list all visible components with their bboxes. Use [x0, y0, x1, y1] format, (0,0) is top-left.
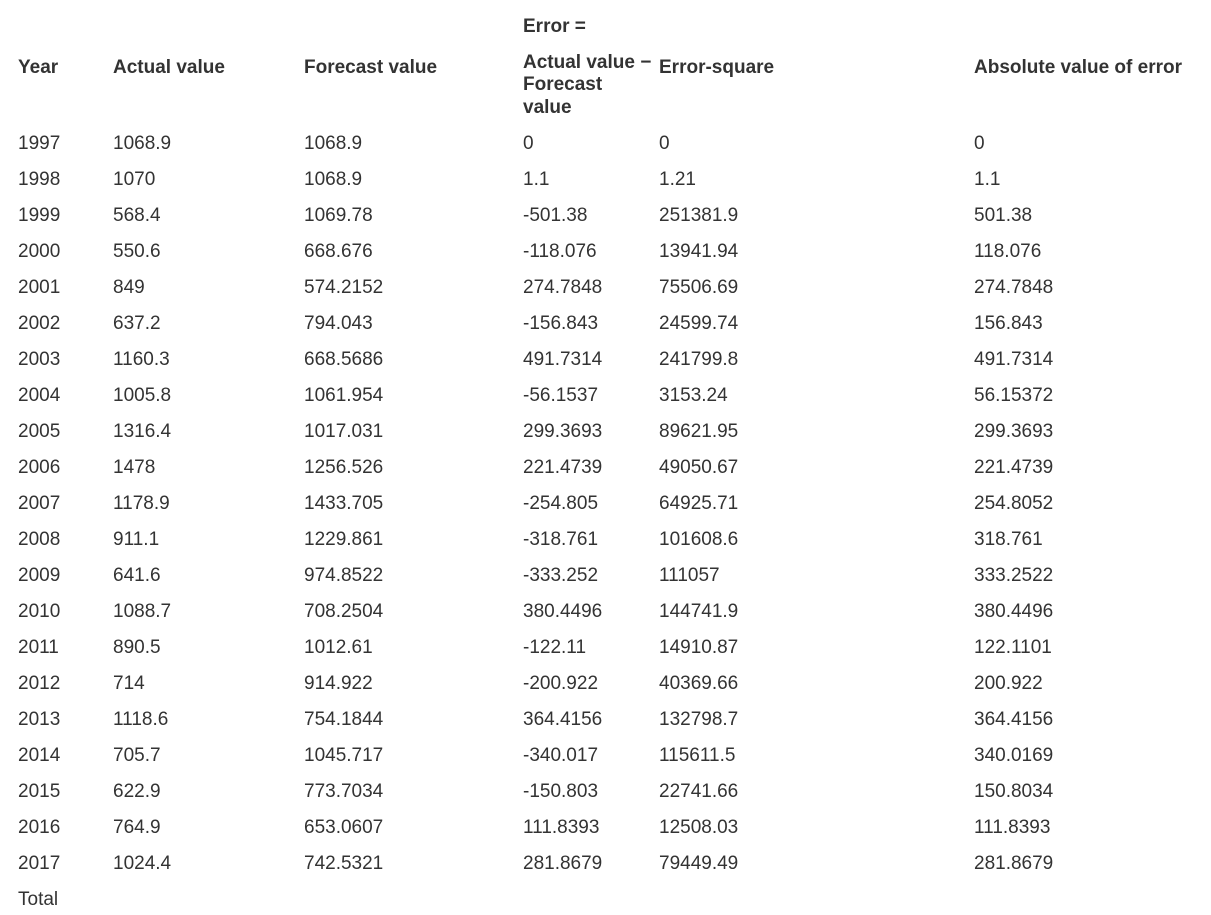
total-label: Total [18, 889, 59, 910]
year-cell: 2005 [18, 421, 61, 442]
error-cell: 380.4496 [523, 601, 603, 622]
year-cell: 2003 [18, 349, 61, 370]
forecast-value-cell: 773.7034 [304, 781, 384, 802]
actual-value-cell: 714 [113, 673, 145, 694]
error-cell: 281.8679 [523, 853, 603, 874]
header-forecast-value: Forecast value [304, 57, 438, 78]
year-cell: 2013 [18, 709, 61, 730]
header-error-line2: Actual value − [523, 52, 652, 73]
year-cell: 1997 [18, 133, 61, 154]
absolute-error-cell: 0 [974, 133, 985, 154]
error-cell: 299.3693 [523, 421, 603, 442]
year-cell: 2010 [18, 601, 61, 622]
error-cell: -56.1537 [523, 385, 599, 406]
error-square-cell: 1.21 [659, 169, 696, 190]
actual-value-cell: 911.1 [113, 529, 160, 550]
header-error-line4: value [523, 97, 572, 118]
error-square-cell: 251381.9 [659, 205, 739, 226]
error-square-cell: 40369.66 [659, 673, 739, 694]
absolute-error-cell: 56.15372 [974, 385, 1054, 406]
error-cell: -340.017 [523, 745, 599, 766]
year-cell: 2016 [18, 817, 61, 838]
forecast-value-cell: 574.2152 [304, 277, 384, 298]
error-cell: -318.761 [523, 529, 599, 550]
year-cell: 2002 [18, 313, 61, 334]
absolute-error-cell: 340.0169 [974, 745, 1054, 766]
header-actual-value: Actual value [113, 57, 225, 78]
actual-value-cell: 764.9 [113, 817, 161, 838]
error-square-cell: 101608.6 [659, 529, 739, 550]
header-absolute-error: Absolute value of error [974, 57, 1182, 78]
absolute-error-cell: 221.4739 [974, 457, 1054, 478]
absolute-error-cell: 281.8679 [974, 853, 1054, 874]
year-cell: 2017 [18, 853, 61, 874]
absolute-error-cell: 318.761 [974, 529, 1043, 550]
error-square-cell: 75506.69 [659, 277, 739, 298]
forecast-value-cell: 1256.526 [304, 457, 384, 478]
error-square-cell: 115611.5 [659, 745, 736, 766]
forecast-value-cell: 754.1844 [304, 709, 384, 730]
error-cell: 1.1 [523, 169, 550, 190]
actual-value-cell: 1005.8 [113, 385, 172, 406]
error-cell: 274.7848 [523, 277, 603, 298]
year-cell: 2014 [18, 745, 61, 766]
forecast-value-cell: 1068.9 [304, 169, 363, 190]
error-cell: 111.8393 [523, 817, 600, 838]
year-cell: 2009 [18, 565, 61, 586]
forecast-value-cell: 1069.78 [304, 205, 373, 226]
actual-value-cell: 1068.9 [113, 133, 172, 154]
absolute-error-cell: 111.8393 [974, 817, 1051, 838]
error-cell: -200.922 [523, 673, 599, 694]
absolute-error-cell: 150.8034 [974, 781, 1054, 802]
year-cell: 2000 [18, 241, 61, 262]
error-cell: 364.4156 [523, 709, 603, 730]
error-square-cell: 13941.94 [659, 241, 739, 262]
actual-value-cell: 1088.7 [113, 601, 172, 622]
forecast-value-cell: 1017.031 [304, 421, 384, 442]
error-square-cell: 24599.74 [659, 313, 739, 334]
error-square-cell: 64925.71 [659, 493, 739, 514]
absolute-error-cell: 299.3693 [974, 421, 1054, 442]
error-square-cell: 144741.9 [659, 601, 739, 622]
actual-value-cell: 1070 [113, 169, 156, 190]
error-square-cell: 12508.03 [659, 817, 739, 838]
actual-value-cell: 568.4 [113, 205, 161, 226]
absolute-error-cell: 380.4496 [974, 601, 1054, 622]
forecast-value-cell: 668.676 [304, 241, 373, 262]
actual-value-cell: 1178.9 [113, 493, 170, 514]
actual-value-cell: 641.6 [113, 565, 161, 586]
error-cell: -333.252 [523, 565, 599, 586]
absolute-error-cell: 122.1101 [974, 637, 1052, 658]
absolute-error-cell: 274.7848 [974, 277, 1054, 298]
actual-value-cell: 550.6 [113, 241, 161, 262]
absolute-error-cell: 118.076 [974, 241, 1042, 262]
year-cell: 2006 [18, 457, 61, 478]
year-cell: 1998 [18, 169, 61, 190]
forecast-value-cell: 1012.61 [304, 637, 373, 658]
actual-value-cell: 705.7 [113, 745, 161, 766]
year-cell: 2004 [18, 385, 61, 406]
error-square-cell: 49050.67 [659, 457, 739, 478]
header-error-square: Error-square [659, 57, 775, 78]
error-cell: -122.11 [523, 637, 587, 658]
forecast-value-cell: 794.043 [304, 313, 373, 334]
error-square-cell: 3153.24 [659, 385, 728, 406]
absolute-error-cell: 491.7314 [974, 349, 1054, 370]
error-square-cell: 79449.49 [659, 853, 739, 874]
forecast-value-cell: 1061.954 [304, 385, 384, 406]
absolute-error-cell: 364.4156 [974, 709, 1054, 730]
error-square-cell: 132798.7 [659, 709, 739, 730]
error-cell: -501.38 [523, 205, 588, 226]
error-square-cell: 14910.87 [659, 637, 739, 658]
error-square-cell: 111057 [659, 565, 720, 586]
error-cell: 221.4739 [523, 457, 603, 478]
actual-value-cell: 1478 [113, 457, 156, 478]
actual-value-cell: 1316.4 [113, 421, 172, 442]
error-square-cell: 22741.66 [659, 781, 739, 802]
actual-value-cell: 1024.4 [113, 853, 172, 874]
actual-value-cell: 1118.6 [113, 709, 169, 730]
absolute-error-cell: 156.843 [974, 313, 1043, 334]
absolute-error-cell: 501.38 [974, 205, 1033, 226]
forecast-value-cell: 1045.717 [304, 745, 384, 766]
absolute-error-cell: 200.922 [974, 673, 1043, 694]
forecast-value-cell: 668.5686 [304, 349, 384, 370]
error-cell: -156.843 [523, 313, 599, 334]
actual-value-cell: 637.2 [113, 313, 161, 334]
error-cell: -150.803 [523, 781, 599, 802]
forecast-value-cell: 708.2504 [304, 601, 384, 622]
year-cell: 2008 [18, 529, 61, 550]
error-cell: -118.076 [523, 241, 597, 262]
error-cell: 0 [523, 133, 534, 154]
forecast-value-cell: 1229.861 [304, 529, 384, 550]
header-year: Year [18, 57, 59, 78]
forecast-value-cell: 653.0607 [304, 817, 384, 838]
year-cell: 1999 [18, 205, 61, 226]
forecast-value-cell: 1068.9 [304, 133, 363, 154]
absolute-error-cell: 333.2522 [974, 565, 1054, 586]
error-cell: 491.7314 [523, 349, 603, 370]
error-square-cell: 241799.8 [659, 349, 739, 370]
forecast-value-cell: 1433.705 [304, 493, 384, 514]
actual-value-cell: 1160.3 [113, 349, 170, 370]
error-square-cell: 0 [659, 133, 670, 154]
actual-value-cell: 890.5 [113, 637, 161, 658]
forecast-value-cell: 742.5321 [304, 853, 384, 874]
forecast-value-cell: 914.922 [304, 673, 373, 694]
header-error-line3: Forecast [523, 74, 603, 95]
absolute-error-cell: 1.1 [974, 169, 1001, 190]
actual-value-cell: 849 [113, 277, 145, 298]
year-cell: 2001 [18, 277, 61, 298]
absolute-error-cell: 254.8052 [974, 493, 1054, 514]
error-cell: -254.805 [523, 493, 599, 514]
header-error-line1: Error = [523, 16, 586, 37]
year-cell: 2007 [18, 493, 61, 514]
year-cell: 2011 [18, 637, 59, 658]
forecast-value-cell: 974.8522 [304, 565, 384, 586]
error-square-cell: 89621.95 [659, 421, 739, 442]
actual-value-cell: 622.9 [113, 781, 161, 802]
year-cell: 2015 [18, 781, 61, 802]
year-cell: 2012 [18, 673, 61, 694]
